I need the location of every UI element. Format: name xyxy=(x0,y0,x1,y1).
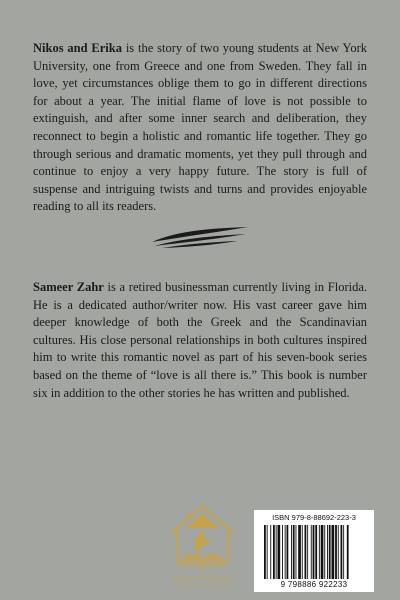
barcode-bars xyxy=(264,525,368,579)
publisher-logo xyxy=(165,500,240,600)
synopsis-paragraph xyxy=(33,40,367,216)
author-bio-text: is a retired businessman currently living in Florida. He is a dedicated author/writer now. His vast career gave him deeper knowledge of both the Greek and the Scandinavian cultures. His close personal relationships in both cultures inspired him to write this romantic novel as part of his seven-book series based on the theme of “love is all there is.” This book is number six in addition to the other stories he has written and published. xyxy=(33,280,368,400)
publisher-name: Scriptor House xyxy=(172,574,233,583)
synopsis-text: is the story of two young students at New York University, one from Greece and one from Sweden. They fall in love, yet circumstances oblige them to go in different directions for about a year. The initial flame of love is not possible to extinguish, and after some inner search and deliberation, they reconnect to begin a holistic and romantic life together. They go through serious and dramatic moments, yet they pull through and continue to enjoy a very happy future. The story is full of suspense and intriguing twists and turns and provides enjoyable reading to all its readers. xyxy=(33,41,367,214)
book-title: Nikos and Erika xyxy=(33,41,122,55)
isbn-label: ISBN 979-8-88692-223-3 xyxy=(272,513,356,522)
isbn-barcode xyxy=(254,510,374,592)
publisher-tagline: THE ESSENCE OF EXCELLENCE xyxy=(175,584,230,588)
author-bio-paragraph xyxy=(33,279,367,402)
author-name: Sameer Zahr xyxy=(33,280,104,294)
house-crest-icon xyxy=(165,500,240,574)
flourish-divider-icon xyxy=(148,224,252,250)
barcode-digits: 9 798886 922233 xyxy=(280,580,348,589)
